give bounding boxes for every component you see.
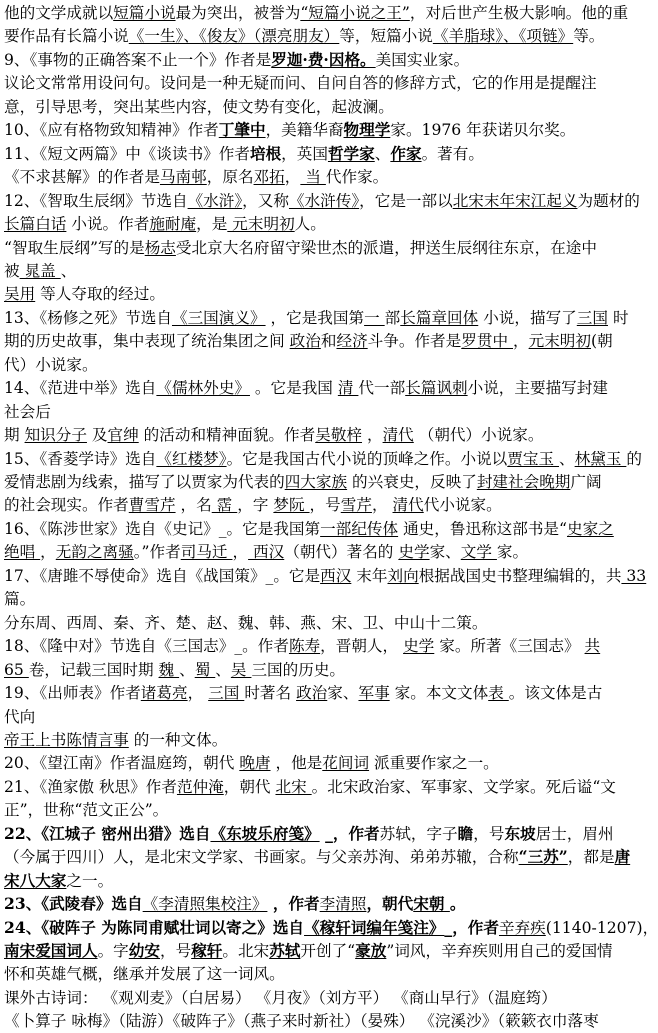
text-line: [4, 682, 634, 704]
underlined-answer: 65: [4, 660, 29, 679]
text-run: 苏轼，字子: [379, 824, 458, 843]
text-run: 、: [60, 261, 77, 280]
underlined-answer: 长篇白话: [4, 215, 67, 233]
text-run: 期的历史故事，集中表现了统治集团之间: [4, 332, 290, 351]
text-line: [4, 448, 642, 470]
underlined-answer: 《羊脂球》、《项链》: [432, 27, 574, 46]
text-run: 等人夺取的经过。: [35, 285, 165, 304]
text-line: [4, 776, 634, 798]
text-run: 14、《范进中举》选自: [4, 379, 157, 398]
underlined-answer: 经济: [336, 332, 368, 351]
text-run: “智取生辰纲”写的是: [4, 238, 145, 257]
text-run: 代一部: [358, 379, 406, 398]
text-run: ，: [513, 332, 529, 351]
text-line: [4, 659, 634, 681]
text-line: [4, 1010, 634, 1032]
text-run: 。: [449, 894, 466, 914]
underlined-answer: 辛弃疾: [498, 918, 546, 937]
underlined-answer: 《水浒传》: [288, 191, 360, 210]
text-run: (1140-1207)，: [545, 918, 658, 937]
text-run: 代向: [4, 707, 36, 726]
underlined-answer: 《三国演义》: [171, 308, 266, 327]
underlined-answer: 苏轼: [269, 941, 301, 960]
text-run: 要作品有长篇小说: [4, 27, 129, 46]
text-run: 开创了“: [300, 942, 356, 960]
underlined-answer: 曹雪芹: [128, 496, 176, 515]
text-run: 派重要作家之一。: [369, 754, 499, 773]
text-run: _，作者: [444, 917, 499, 937]
underlined-answer: “短篇小说之王”: [300, 4, 410, 22]
underlined-answer: 元末明初: [528, 332, 591, 351]
text-run: ，朝代: [366, 894, 414, 914]
text-line: [4, 963, 634, 985]
underlined-answer: 清: [337, 379, 359, 398]
underlined-answer: 史家之: [566, 519, 614, 538]
text-run: 家。: [496, 543, 529, 562]
text-run: 议论文常常用设问句。设问是一种无疑而问、自问自答的修辞方式，它的作用是提醒注: [4, 74, 597, 93]
text-run: 家。本文文体: [389, 684, 489, 702]
text-line: [4, 354, 634, 376]
text-run: 和: [320, 332, 337, 351]
text-line: [4, 940, 634, 962]
text-run: ，: [232, 543, 249, 562]
text-run: 广阔: [570, 473, 602, 491]
text-run: （今属于四川）人，是北宋文学家、书画家。与父亲苏洵、弟弟苏辙，合称: [4, 848, 519, 867]
text-run: ，原名: [206, 168, 254, 187]
text-run: 9、《事物的正确答案不止一个》作者是: [4, 50, 272, 69]
text-run: 、: [559, 449, 575, 468]
text-run: 《卜算子 咏梅》（陆游）《破阵子》（燕子来时新社）（晏殊） 《浣溪沙》（簌簌衣巾落枣: [4, 1012, 599, 1031]
underlined-answer: 《儒林外史》: [156, 379, 250, 398]
text-run: ，它是我国第: [265, 308, 365, 327]
text-run: 通史，鲁迅称这部书是“: [398, 519, 567, 538]
underlined-answer: 绝唱: [4, 543, 41, 562]
text-run: 。著有。: [421, 144, 484, 163]
underlined-answer: 官绅: [107, 426, 139, 445]
text-line: [4, 401, 634, 423]
underlined-answer: 《红楼梦》: [156, 449, 227, 468]
text-line: [4, 213, 634, 235]
underlined-answer: 陈寿: [288, 637, 321, 656]
underlined-answer: 共: [584, 637, 601, 656]
underlined-answer: 一部纪传体: [320, 519, 399, 538]
text-run: 家、: [429, 543, 461, 562]
text-run: ，名: [175, 496, 212, 515]
underlined-answer: 作家: [390, 143, 422, 163]
text-run: 小说。作者: [66, 215, 150, 233]
text-run: 时著名: [244, 684, 297, 702]
underlined-answer: 杨志: [144, 238, 176, 257]
underlined-answer: 罗迦·费·因格。: [271, 49, 376, 69]
underlined-answer: 清代: [382, 426, 414, 445]
text-run: 。它是我国古代小说的顶峰之作。小说以: [226, 449, 508, 468]
underlined-answer: 雪芹: [340, 496, 372, 515]
text-run: ，都是: [567, 848, 615, 867]
text-line: [4, 752, 634, 774]
underlined-answer: 物理学: [343, 120, 391, 140]
underlined-answer: 清代: [392, 496, 424, 515]
underlined-answer: 幼安: [128, 941, 160, 960]
text-run: 根据战国史书整理编辑的，共: [418, 566, 622, 585]
text-run: 的一种文体。: [128, 730, 228, 749]
text-run: 及: [86, 426, 108, 445]
underlined-answer: 唐: [614, 847, 631, 867]
text-run: _，作者: [319, 823, 380, 843]
text-run: 20、《望江南》作者温庭筠，朝代: [4, 754, 240, 773]
underlined-answer: 当: [300, 168, 326, 187]
text-run: 之一。: [66, 871, 114, 890]
underlined-answer: 《稼轩词编年笺注》: [304, 917, 445, 937]
text-run: 。北宋: [222, 942, 270, 960]
text-run: 为题材的: [577, 191, 640, 210]
text-run: ，: [362, 426, 383, 445]
text-run: 爱情悲剧为线索，描写了以贾家为代表的: [4, 473, 285, 491]
text-run: ，: [187, 684, 209, 702]
text-run: 分东周、西周、秦、齐、楚、赵、魏、韩、燕、宋、卫、中山十二策。: [4, 613, 488, 632]
text-run: 22、《江城子 密州出猎》选自: [4, 823, 211, 843]
text-line: [4, 729, 634, 751]
text-run: 小说，描写了: [478, 308, 577, 327]
underlined-answer: 西汉: [320, 566, 352, 585]
text-line: [4, 471, 634, 493]
underlined-answer: 表: [488, 684, 509, 702]
text-run: 17、《唐雎不辱使命》选自《战国策》_。它是: [4, 566, 321, 585]
underlined-answer: 林黛玉: [574, 449, 627, 468]
text-run: 21、《渔家傲 秋思》作者: [4, 777, 177, 796]
text-line: [4, 612, 634, 634]
text-line: [4, 377, 634, 399]
underlined-answer: 南宋爱国词人: [4, 941, 98, 960]
text-line: [4, 917, 658, 939]
underlined-answer: 《一生》、《俊友》（漂亮朋友）: [128, 27, 340, 46]
underlined-answer: 一: [364, 308, 385, 327]
text-line: [4, 987, 634, 1009]
text-run: 、: [215, 660, 231, 679]
underlined-answer: 33: [621, 566, 647, 585]
underlined-answer: 罗贯中: [461, 332, 513, 351]
underlined-answer: 施耐庵: [149, 215, 197, 233]
underlined-answer: 诸葛亮: [140, 684, 188, 702]
text-line: [4, 424, 634, 446]
text-run: ，号: [309, 496, 341, 515]
text-line: [4, 706, 634, 728]
underlined-answer: 西汉: [248, 543, 285, 562]
text-run: 受北京大名府留守梁世杰的派遣，押送生辰纲往东京，在途中: [175, 238, 597, 257]
text-run: 他的文学成就以: [4, 4, 114, 22]
text-run: 。字: [97, 942, 129, 960]
text-run: 瞻: [457, 823, 474, 843]
text-run: 末年: [351, 566, 388, 585]
text-line: [4, 143, 634, 165]
underlined-answer: 北宋: [275, 777, 312, 796]
underlined-answer: 贾宝玉: [507, 449, 560, 468]
text-line: [4, 119, 634, 141]
underlined-answer: 知识分子: [24, 426, 87, 445]
underlined-answer: 四大家族: [284, 473, 348, 491]
underlined-answer: 文学: [460, 543, 497, 562]
text-run: 的: [626, 449, 642, 468]
text-run: 11、《短文两篇》中《谈读书》作者: [4, 144, 250, 163]
underlined-answer: 《东坡乐府笺》: [210, 823, 320, 843]
underlined-answer: 北宋末年宋江起义: [452, 191, 578, 210]
underlined-answer: 马南邨: [159, 168, 207, 187]
text-run: 怀和英雄气概，继承并发展了这一词风。: [4, 965, 285, 984]
text-run: 课外古诗词： 《观刈麦》（白居易） 《月夜》（刘方平） 《商山早行》（温庭筠）: [4, 988, 557, 1007]
underlined-answer: 帝王上书陈情言事: [4, 730, 129, 749]
underlined-answer: 三国: [576, 308, 608, 327]
text-run: 人。: [294, 215, 326, 233]
text-run: ，他是: [270, 754, 323, 773]
text-line: [4, 96, 634, 118]
text-run: 的社会现实。作者: [4, 496, 129, 515]
underlined-answer: 梦阮: [273, 496, 310, 515]
text-run: 10、《应有格物致知精神》作者: [4, 121, 219, 140]
underlined-answer: 军事: [358, 684, 390, 702]
text-line: [4, 283, 634, 305]
underlined-answer: 花间词: [322, 754, 370, 773]
text-run: 。该文体是古: [508, 684, 603, 702]
text-run: ”词风，辛弃疾则用自己的爱国情: [386, 942, 613, 960]
text-run: 的兴衰史，反映了: [347, 473, 477, 491]
text-run: 23、《武陵春》选自: [4, 894, 143, 914]
text-run: 。它是我国: [249, 379, 338, 398]
text-run: 卷，记载三国时期: [28, 660, 159, 679]
text-line: [4, 166, 634, 188]
text-run: 的活动和精神面貌。作者: [138, 426, 316, 445]
text-run: （朝代）著名的: [284, 543, 399, 562]
underlined-answer: 蜀: [194, 660, 216, 679]
text-line: [4, 25, 634, 47]
text-run: 家、: [327, 684, 359, 702]
text-line: [4, 72, 634, 94]
text-line: [4, 2, 634, 24]
text-line: [4, 49, 634, 71]
text-line: [4, 588, 634, 610]
underlined-answer: 晚唐: [239, 754, 271, 773]
text-line: [4, 893, 634, 915]
text-run: 代小说家。: [423, 496, 502, 515]
text-run: 社会后: [4, 402, 51, 421]
underlined-answer: 长篇章回体: [400, 308, 479, 327]
text-line: [4, 635, 634, 657]
text-run: ，号: [473, 824, 505, 843]
text-run: 美国实业家。: [375, 50, 470, 69]
text-run: 小说，主要描写封建: [467, 379, 608, 398]
text-run: 期: [4, 426, 25, 445]
underlined-answer: 短篇小说: [113, 4, 176, 22]
text-run: 18、《隆中对》节选自《三国志》_。作者: [4, 637, 289, 656]
text-run: 代）小说家。: [4, 355, 98, 374]
text-run: 15、《香菱学诗》选自: [4, 449, 157, 468]
text-run: ，号: [159, 942, 192, 960]
text-run: 家。所著《三国志》: [434, 637, 585, 656]
text-run: ，字: [237, 496, 274, 515]
underlined-answer: 哲学家: [327, 143, 375, 163]
text-run: 意，引导思考，突出某些内容，使文势有变化，起波澜。: [4, 97, 394, 116]
text-run: 时: [607, 308, 629, 327]
text-run: 家。1976 年获诺贝尔奖。: [390, 121, 576, 140]
underlined-answer: 魏: [158, 660, 180, 679]
text-run: ，它是一部以: [359, 191, 453, 210]
underlined-answer: 邓拓: [253, 168, 285, 187]
text-run: 。”作者: [133, 543, 181, 562]
underlined-answer: 封建社会晚期: [476, 473, 571, 491]
text-run: ，是: [196, 215, 228, 233]
text-line: [4, 494, 634, 516]
text-run: ，: [40, 543, 56, 562]
underlined-answer: 吴敬梓: [315, 426, 363, 445]
text-line: [4, 870, 634, 892]
text-run: 东坡: [504, 823, 536, 843]
text-run: 最为突出，被誉为: [175, 4, 301, 22]
text-run: 斗争。作者是: [367, 332, 462, 351]
text-line: [4, 330, 634, 352]
underlined-answer: 稼轩: [191, 941, 223, 960]
text-run: ，作者: [267, 894, 320, 914]
underlined-answer: 元末明初: [227, 215, 295, 233]
underlined-answer: 司马迁: [180, 543, 233, 562]
text-run: 部: [384, 308, 401, 327]
text-line: [4, 846, 634, 868]
text-run: 被: [4, 261, 20, 280]
text-run: 居士，眉州: [535, 824, 614, 843]
underlined-answer: 无韵之离骚: [55, 543, 134, 562]
text-line: [4, 190, 640, 212]
underlined-answer: 李清照: [319, 895, 367, 914]
text-run: 正”，世称“范文正公”。: [4, 801, 169, 820]
text-run: ，: [371, 496, 393, 515]
text-run: 三国的历史。: [251, 660, 346, 679]
text-run: ，对后世产生极大影响。他的重: [409, 4, 629, 22]
text-run: ，又称: [242, 191, 289, 210]
underlined-answer: 宋八大家: [4, 870, 67, 890]
underlined-answer: 三国: [208, 684, 245, 702]
text-line: [4, 518, 634, 540]
underlined-answer: 政治: [296, 684, 328, 702]
text-run: 。北宋政治家、军事家、文学家。死后谥“文: [311, 777, 616, 796]
text-run: 12、《智取生辰纲》节选自: [4, 191, 188, 210]
underlined-answer: 长篇讽刺: [405, 379, 468, 398]
text-run: ，朝代: [223, 777, 276, 796]
text-line: [4, 260, 634, 282]
underlined-answer: 刘向: [387, 566, 419, 585]
text-run: ，晋朝人，: [320, 637, 404, 656]
text-run: 培根: [249, 143, 282, 163]
text-run: 代作家。: [325, 168, 389, 187]
underlined-answer: 霑: [211, 496, 238, 515]
text-run: ，美籍华裔: [265, 121, 344, 140]
underlined-answer: 丁肇中: [218, 120, 266, 140]
text-run: (朝: [591, 332, 613, 351]
text-run: ，英国: [281, 144, 328, 163]
underlined-answer: 范仲淹: [176, 777, 224, 796]
text-run: （朝代）小说家。: [413, 426, 544, 445]
text-line: [4, 799, 634, 821]
text-run: 等。: [573, 27, 605, 46]
underlined-answer: 史学: [398, 543, 430, 562]
underlined-answer: 吴用: [4, 285, 36, 304]
underlined-answer: 晁盖: [19, 261, 61, 280]
text-line: [4, 541, 634, 563]
text-run: 16、《陈涉世家》选自《史记》_。它是我国第: [4, 519, 321, 538]
underlined-answer: 《水浒》: [187, 191, 243, 210]
text-run: 等，短篇小说: [339, 27, 433, 46]
underlined-answer: 吴: [230, 660, 252, 679]
text-line: [4, 565, 647, 587]
underlined-answer: “三苏”: [518, 847, 568, 867]
underlined-answer: 《李清照集校注》: [142, 895, 268, 914]
text-run: 篇。: [4, 590, 36, 609]
text-run: 19、《出师表》作者: [4, 684, 141, 702]
underlined-answer: 史学: [403, 637, 435, 656]
underlined-answer: 政治: [289, 332, 321, 351]
text-run: 24、《破阵子 为陈同甫赋壮词以寄之》选自: [4, 917, 305, 937]
text-run: 13、《杨修之死》节选自: [4, 308, 172, 327]
text-line: [4, 307, 634, 329]
text-line: [4, 237, 634, 259]
underlined-answer: 宋朝: [413, 894, 450, 914]
text-run: 、: [374, 144, 391, 163]
text-run: 《不求甚解》的作者是: [4, 168, 160, 187]
text-run: ，: [284, 168, 301, 187]
text-run: 、: [179, 660, 195, 679]
text-line: [4, 823, 634, 845]
underlined-answer: 豪放: [355, 941, 387, 960]
